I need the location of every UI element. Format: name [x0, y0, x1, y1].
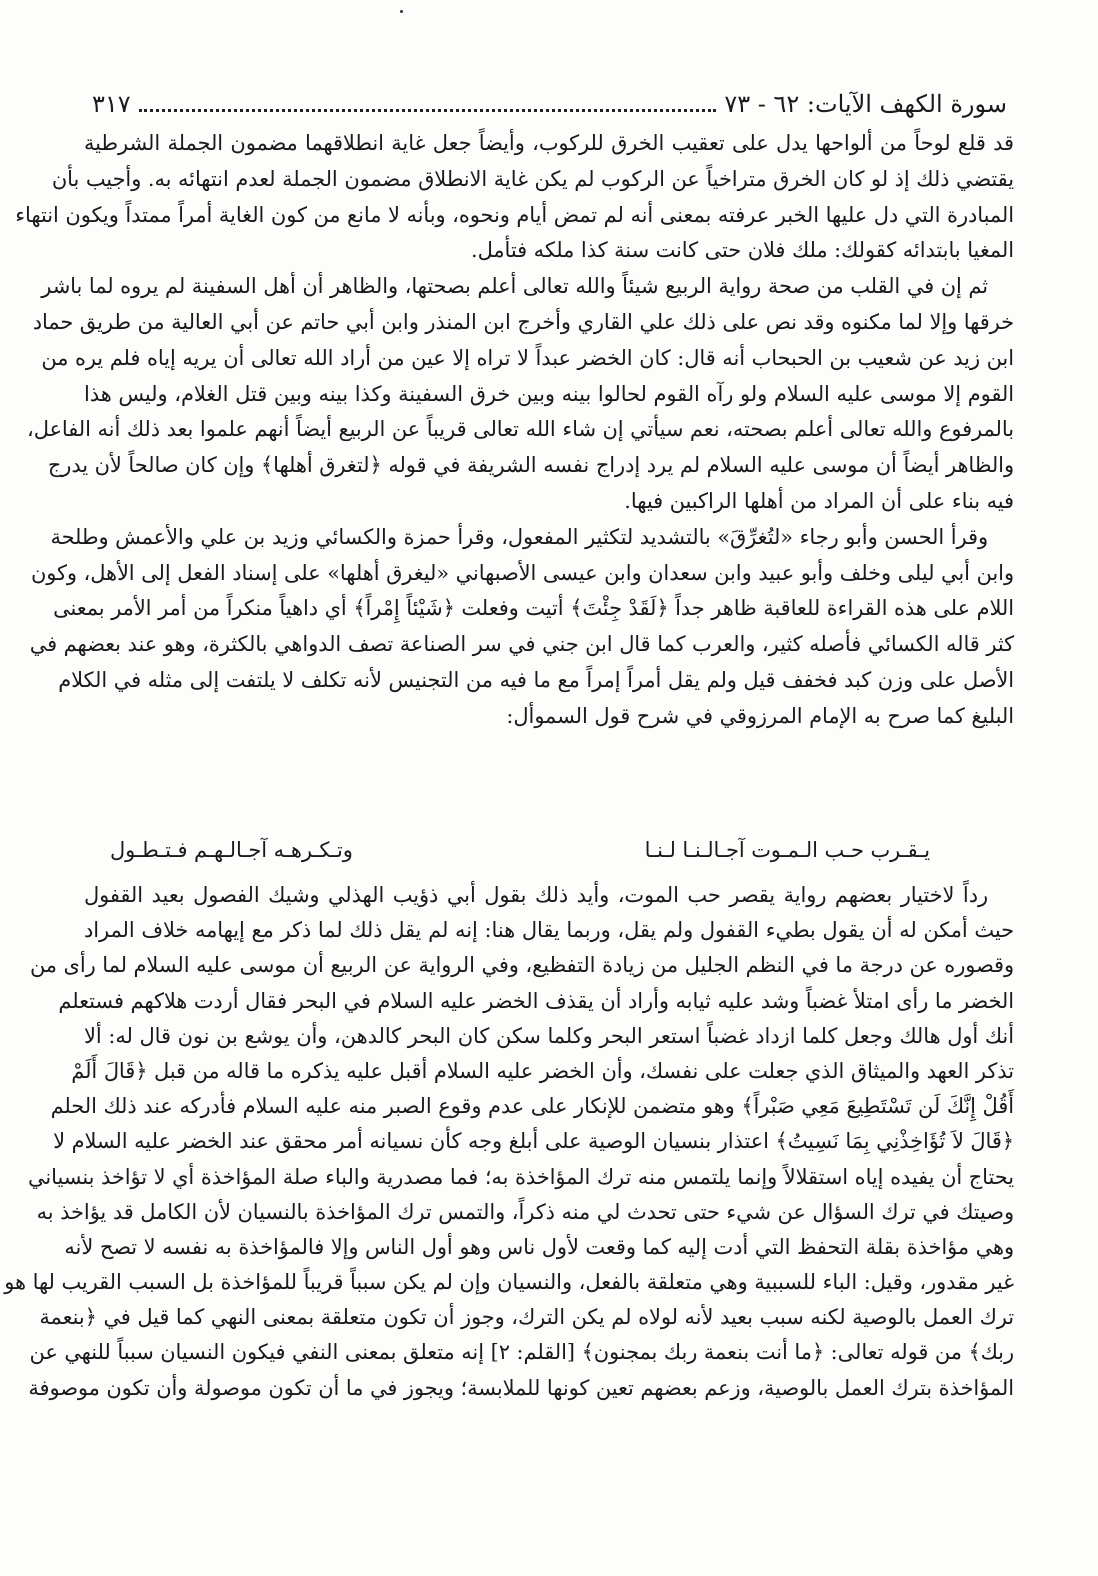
text-line: حيث أمكن له أن يقول بطيء القفول ولم يقل، وربما يقال هنا: إنه لم يقل ذلك لما ذكر مع إيهامه خلاف المراد: [84, 918, 1014, 943]
text-line: غير مقدور، وقيل: الباء للسببية وهي متعلقة بالفعل، والنسيان وإن لم يكن سبباً قريباً للمؤاخذة بل السبب القريب لها هو: [4, 1270, 1014, 1295]
text-line: وهي مؤاخذة بقلة التحفظ التي أدت إليه كما وقعت لأول ناس وهو أول الناس وإلا فالمؤاخذة به نفسه لا تصح لأنه: [64, 1234, 1014, 1259]
main-text-top: [15, 126, 1014, 735]
text-line: يقتضي ذلك إذ لو كان الخرق متراخياً عن الركوب لم يكن غاية الانطلاق مضمون الجملة لعدم انتهائه به. وأجيب بأن: [51, 166, 1014, 191]
poem-first-hemistich: يـقـرب حـب الـمـوت آجـالـنـا لـنـا: [644, 838, 930, 862]
text-line: كثر قاله الكسائي فأصله كثير، والعرب كما قال ابن جني في سر الصناعة تصف الدواهي بالكثرة، وهو عند بعضهم في: [29, 632, 1014, 657]
text-line: يحتاج أن يفيده إياه استقلالاً وإنما يلتمس منه ترك المؤاخذة به؛ فما مصدرية والباء صلة المؤاخذة أي لا تؤاخذ بنسياني: [28, 1164, 1014, 1189]
text-line: المغيا بابتدائه كقولك: ملك فلان حتى كانت سنة كذا ملكه فتأمل.: [471, 238, 1014, 263]
text-line: وقصوره عن درجة ما في النظم الجليل من زيادة التفظيع، وفي الرواية عن الربيع أن موسى عليه السلام لما رأى من: [29, 953, 1014, 978]
text-line: ربك﴾ من قوله تعالى: ﴿ما أنت بنعمة ربك بمجنون﴾ [القلم: ٢] إنه متعلق بمعنى النفي فيكون النسيان سبباً للنهي عن: [29, 1340, 1014, 1365]
print-mark: [400, 10, 403, 13]
text-line: بالمرفوع والله تعالى أعلم بصحته، نعم سيأتي إن شاء الله تعالى قريباً عن الربيع أيضاً أنهم علموا بعد ذلك أنه الفاعل،: [27, 417, 1014, 442]
text-line: الأصل على وزن كبد فخفف قيل ولم يقل أمراً إمراً مع ما فيه من التجنيس لأنه تكلف لا يلتفت إلى مثله في الكلام: [58, 667, 1014, 692]
text-line: أَقُلْ إِنَّكَ لَن تَسْتَطِيعَ مَعِي صَبْراً﴾ وهو متضمن للإنكار على عدم وقوع الصبر منه عليه السلام فأدركه عند ذلك الحلم: [50, 1094, 1014, 1119]
text-line: ابن زيد عن شعيب بن الحبحاب أنه قال: كان الخضر عبداً لا تراه إلا عين من أراد الله تعالى أن يريه إياه فلم يره من: [41, 345, 1014, 370]
text-line: وقرأ الحسن وأبو رجاء «لتُغرِّقَ» بالتشديد لتكثير المفعول، وقرأ حمزة والكسائي وزيد بن علي والأعمش وطلحة: [50, 524, 988, 549]
text-line: ترك العمل بالوصية لكنه سبب بعيد لأنه لولاه لم يكن الترك، وجوز أن تكون متعلقة بمعنى النهي كما قيل في ﴿بنعمة: [39, 1305, 1014, 1330]
text-line: المبادرة التي دل عليها الخبر عرفته بمعنى أنه لم تمض أيام ونحوه، وبأنه لا مانع من كون الغاية أمراً ممتداً ويكون انتهاء: [15, 202, 1014, 227]
text-line: قد قلع لوحاً من ألواحها يدل على تعقيب الخرق للركوب، وأيضاً جعل غاية انطلاقهما مضمون الجملة الشرطية: [84, 131, 1014, 155]
text-line: ثم إن في القلب من صحة رواية الربيع شيئاً والله تعالى أعلم بصحتها، والظاهر أن أهل السفينة لم يروه لما باشر: [41, 274, 988, 299]
text-line: اللام على هذه القراءة للعاقبة ظاهر جداً ﴿لَقَدْ جِئْتَ﴾ أتيت وفعلت ﴿شَيْئاً إِمْراً﴾ أي داهياً منكراً من أمر الأمر بمعنى: [53, 596, 1014, 621]
text-line: وابن أبي ليلى وخلف وأبو عبيد وابن سعدان وابن عيسى الأصبهاني «ليغرق أهلها» على إسناد الفعل إلى الأهل، وكون: [30, 560, 1014, 585]
text-line: البليغ كما صرح به الإمام المرزوقي في شرح قول السموأل:: [506, 703, 1014, 728]
poetry-verse: [110, 838, 970, 878]
text-line: والظاهر أيضاً أن موسى عليه السلام لم يرد إدراج نفسه الشريفة في قوله ﴿لتغرق أهلها﴾ وإن كان صالحاً لأن يدرج: [47, 453, 1014, 478]
text-line: رداً لاختيار بعضهم رواية يقصر حب الموت، وأيد ذلك بقول أبي ذؤيب الهذلي وشيك الفصول بعيد القفول: [84, 883, 988, 907]
poem-second-hemistich: وتـكـرهـه آجـالـهـم فـتـطـول: [110, 838, 353, 862]
running-header: [92, 86, 1007, 122]
page-number: ٣١٧: [92, 90, 131, 118]
text-line: وصيتك في ترك السؤال عن شيء حتى تحدث لي منه ذكراً، والتمس ترك المؤاخذة بالنسيان لأن الكامل قد يؤاخذ به: [36, 1199, 1014, 1224]
text-line: القوم إلا موسى عليه السلام ولو رآه القوم لحالوا بينه وبين خرق السفينة وكذا بينه وبين قتل الغلام، وليس هذا: [84, 381, 1014, 406]
text-line: خرقها وإلا لما مكنوه وقد نص على ذلك علي القاري وأخرج ابن المنذر وابن أبي حاتم عن أبي العالية من طريق حماد: [32, 309, 1014, 334]
main-text-bottom: [4, 878, 1014, 1406]
leader-dots: [139, 109, 717, 112]
text-line: ﴿قَالَ لاَ تُؤَاخِذْنِي بِمَا نَسِيتُ﴾ اعتذار بنسيان الوصية على أبلغ وجه كأن نسيانه أمر محقق عند الخضر عليه السلام لا: [53, 1129, 1014, 1154]
text-line: أنك أول هالك وجعل كلما ازداد غضباً استعر البحر وكلما سكن كان البحر كالدهن، وأن يوشع بن نون قال له: ألا: [84, 1023, 1014, 1048]
surah-title: سورة الكهف الآيات: ٦٢ - ٧٣: [724, 90, 1007, 118]
text-line: فيه بناء على أن المراد من أهلها الراكبين فيها.: [624, 488, 1014, 513]
text-line: تذكر العهد والميثاق الذي جعلت على نفسك، وأن الخضر عليه السلام أقبل عليه يذكره ما قاله من قبل ﴿قَالَ أَلَمْ: [71, 1058, 1014, 1083]
text-line: المؤاخذة بترك العمل بالوصية، وزعم بعضهم تعين كونها للملابسة؛ ويجوز في ما أن تكون موصولة وأن تكون موصوفة: [28, 1375, 1014, 1400]
text-line: الخضر ما رأى امتلأ غضباً وشد عليه ثيابه وأراد أن يقذف الخضر عليه السلام في البحر فقال أردت هلاكهم فستعلم: [58, 988, 1014, 1013]
